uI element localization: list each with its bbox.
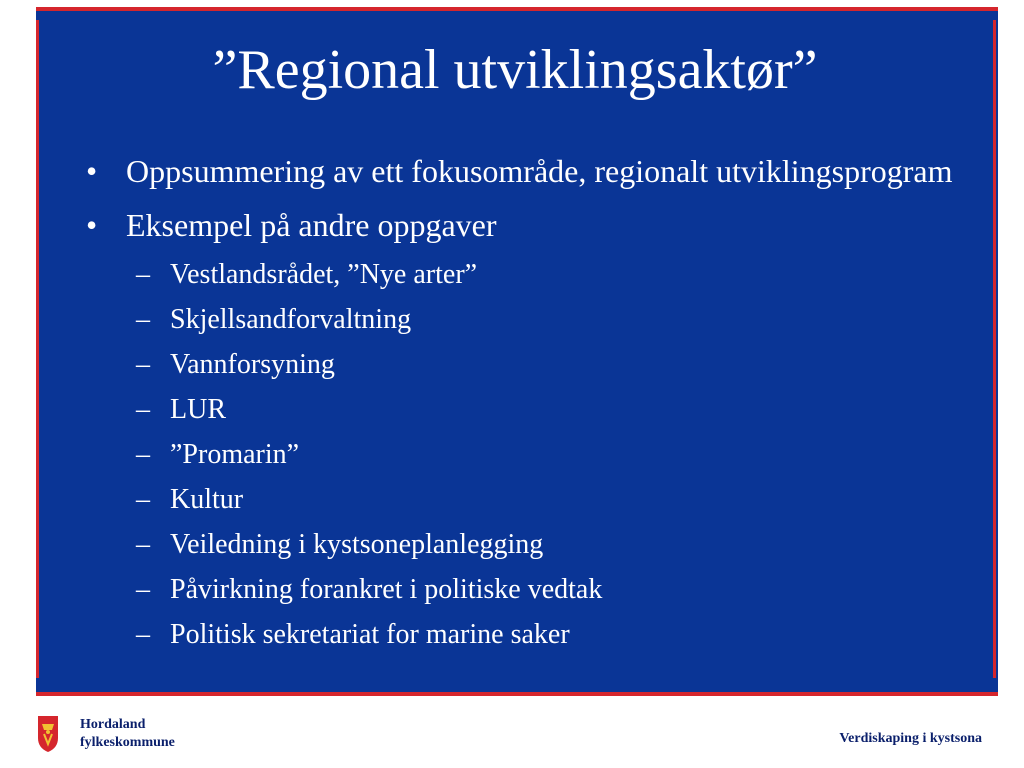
sub-bullet-text: Kultur [170,484,244,515]
dash-marker: – [136,304,150,335]
sub-bullet-text: ”Promarin” [170,439,300,470]
sub-bullet-text: Påvirkning forankret i politiske vedtak [170,574,603,605]
frame-left-line [36,20,39,678]
frame-bottom-line [36,692,998,696]
county-coat-of-arms-icon [36,714,60,754]
sub-bullet-item [80,612,960,657]
dash-marker: – [136,619,150,650]
frame-top-line [36,7,998,11]
dash-marker: – [136,394,150,425]
dash-marker: – [136,439,150,470]
sub-bullet-text: Vestlandsrådet, ”Nye arter” [170,259,478,290]
sub-bullet-item [80,522,960,567]
sub-bullet-text: Skjellsandforvaltning [170,304,412,335]
footer-caption: Verdiskaping i kystsona [839,731,982,746]
slide-title: ”Regional utviklingsaktør” [212,39,818,101]
dash-marker: – [136,349,150,380]
sub-bullet-list [80,252,960,657]
dash-marker: – [136,529,150,560]
bullet-text: Eksempel på andre oppgaver [126,207,497,243]
sub-bullet-text: Vannforsyning [170,349,335,380]
bullet-item [80,204,960,246]
bullet-marker: • [86,207,98,243]
bullet-marker: • [86,153,98,189]
sub-bullet-item [80,387,960,432]
frame-right-line [993,20,996,678]
sub-bullet-item [80,342,960,387]
sub-bullet-text: Politisk sekretariat for marine saker [170,619,570,650]
organization-name-line1: Hordaland [80,717,146,732]
sub-bullet-item [80,297,960,342]
sub-bullet-text: LUR [170,394,226,425]
dash-marker: – [136,259,150,290]
sub-bullet-item [80,477,960,522]
organization-name-line2: fylkeskommune [80,735,175,750]
bullet-list [80,150,960,657]
dash-marker: – [136,574,150,605]
sub-bullet-item [80,432,960,477]
bullet-text: Oppsummering av ett fokusområde, regionalt utviklingsprogram [126,153,953,189]
sub-bullet-item [80,567,960,612]
sub-bullet-item [80,252,960,297]
bullet-item [80,150,960,192]
organization-name [80,716,175,752]
dash-marker: – [136,484,150,515]
sub-bullet-text: Veiledning i kystsoneplanlegging [170,529,544,560]
